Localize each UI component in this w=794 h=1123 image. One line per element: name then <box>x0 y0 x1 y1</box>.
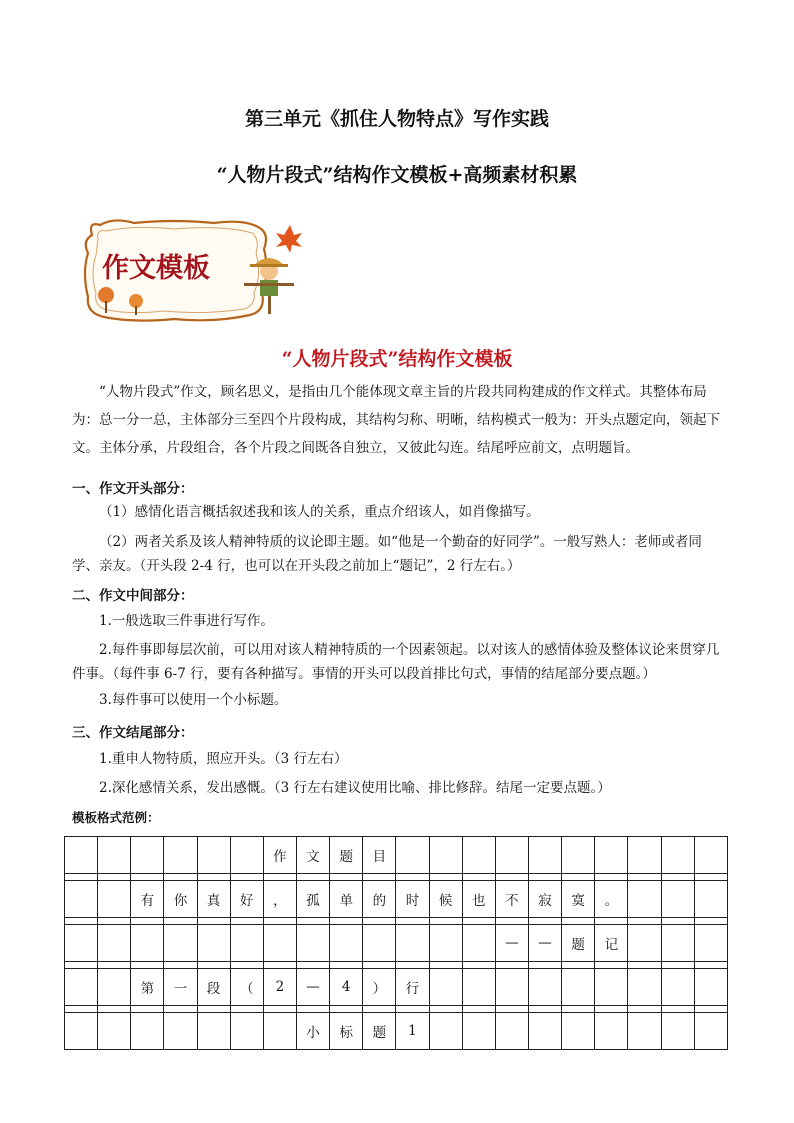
grid-cell <box>65 969 98 1006</box>
grid-spacer-cell <box>595 874 628 881</box>
grid-cell: 孤 <box>296 881 329 918</box>
grid-cell: ） <box>363 969 396 1006</box>
grid-spacer-cell <box>98 874 131 881</box>
grid-cell <box>131 925 164 962</box>
grid-spacer-cell <box>98 918 131 925</box>
grid-cell <box>694 881 727 918</box>
grid-spacer-cell <box>197 1006 230 1013</box>
grid-cell: 也 <box>462 881 495 918</box>
grid-cell <box>230 837 263 874</box>
grid-cell: 1 <box>396 1013 429 1050</box>
grid-spacer-cell <box>562 874 595 881</box>
grid-cell: 时 <box>396 881 429 918</box>
grid-cell: — <box>528 925 561 962</box>
grid-cell <box>263 1013 296 1050</box>
grid-cell: 标 <box>330 1013 363 1050</box>
grid-cell <box>197 925 230 962</box>
grid-cell <box>462 1013 495 1050</box>
banner-text: 作文模板 <box>102 253 210 284</box>
grid-cell: 题 <box>562 925 595 962</box>
grid-spacer-cell <box>528 962 561 969</box>
grid-spacer-cell <box>263 1006 296 1013</box>
grid-cell: 一 <box>164 969 197 1006</box>
section-title: “人物片段式”结构作文模板 <box>281 348 513 370</box>
banner-decoration <box>74 213 304 328</box>
grid-row <box>65 925 728 962</box>
grid-cell: 有 <box>131 881 164 918</box>
grid-spacer-cell <box>694 962 727 969</box>
grid-spacer-cell <box>263 962 296 969</box>
grid-spacer-cell <box>263 918 296 925</box>
grid-cell <box>98 837 131 874</box>
grid-cell <box>164 1013 197 1050</box>
grid-cell <box>98 1013 131 1050</box>
grid-cell <box>131 1013 164 1050</box>
grid-cell <box>562 969 595 1006</box>
part-heading-ending: 三、作文结尾部分： <box>72 725 194 741</box>
grid-spacer-cell <box>661 962 694 969</box>
grid-cell <box>330 925 363 962</box>
opening-item-1: （1）感情化语言概括叙述我和该人的关系，重点介绍该人，如肖像描写。 <box>99 504 540 520</box>
grid-cell <box>98 969 131 1006</box>
grid-spacer-cell <box>330 874 363 881</box>
grid-spacer-cell <box>164 962 197 969</box>
grid-cell: 单 <box>330 881 363 918</box>
grid-spacer-cell <box>363 918 396 925</box>
grid-spacer-cell <box>296 1006 329 1013</box>
grid-cell <box>694 837 727 874</box>
grid-cell <box>396 925 429 962</box>
grid-cell <box>661 969 694 1006</box>
grid-spacer-cell <box>429 874 462 881</box>
grid-spacer-cell <box>197 874 230 881</box>
grid-cell: 行 <box>396 969 429 1006</box>
ending-item-1: 1.重申人物特质，照应开头。（3 行左右） <box>99 751 348 767</box>
grid-spacer-cell <box>562 918 595 925</box>
grid-cell <box>65 881 98 918</box>
grid-cell <box>528 837 561 874</box>
grid-spacer-cell <box>164 1006 197 1013</box>
grid-cell: 好 <box>230 881 263 918</box>
grid-spacer-cell <box>230 962 263 969</box>
grid-spacer-cell <box>296 918 329 925</box>
grid-spacer-cell <box>65 962 98 969</box>
grid-spacer-cell <box>661 874 694 881</box>
grid-row <box>65 881 728 918</box>
grid-spacer-cell <box>462 962 495 969</box>
grid-cell: 文 <box>296 837 329 874</box>
grid-spacer-cell <box>363 874 396 881</box>
grid-spacer-row <box>65 918 728 925</box>
grid-cell <box>661 1013 694 1050</box>
grid-cell <box>98 925 131 962</box>
grid-spacer-cell <box>628 874 661 881</box>
middle-item-1: 1.一般选取三件事进行写作。 <box>99 613 274 629</box>
ending-item-2: 2.深化感情关系，发出感慨。（3 行左右建议使用比喻、排比修辞。结尾一定要点题。） <box>99 780 611 796</box>
grid-spacer-cell <box>595 962 628 969</box>
grid-cell <box>628 881 661 918</box>
grid-cell <box>628 925 661 962</box>
part-heading-middle: 二、作文中间部分： <box>72 588 194 604</box>
grid-spacer-cell <box>296 874 329 881</box>
grid-cell <box>164 925 197 962</box>
grid-cell <box>363 925 396 962</box>
grid-spacer-cell <box>230 918 263 925</box>
grid-cell <box>429 925 462 962</box>
grid-cell: 寞 <box>562 881 595 918</box>
grid-spacer-cell <box>396 874 429 881</box>
grid-spacer-cell <box>495 918 528 925</box>
template-example-label: 模板格式范例： <box>72 810 160 825</box>
grid-spacer-row <box>65 1006 728 1013</box>
part-heading-opening: 一、作文开头部分： <box>72 481 194 497</box>
grid-spacer-cell <box>694 1006 727 1013</box>
grid-cell: 第 <box>131 969 164 1006</box>
grid-spacer-cell <box>462 1006 495 1013</box>
grid-cell: 目 <box>363 837 396 874</box>
composition-grid <box>64 836 728 1050</box>
grid-spacer-cell <box>230 1006 263 1013</box>
grid-spacer-cell <box>363 1006 396 1013</box>
grid-row <box>65 1013 728 1050</box>
grid-cell: 小 <box>296 1013 329 1050</box>
grid-cell <box>462 837 495 874</box>
grid-spacer-cell <box>528 1006 561 1013</box>
grid-spacer-cell <box>330 1006 363 1013</box>
grid-spacer-cell <box>363 962 396 969</box>
grid-cell: 真 <box>197 881 230 918</box>
grid-cell <box>495 969 528 1006</box>
grid-spacer-cell <box>330 918 363 925</box>
grid-cell <box>230 925 263 962</box>
grid-cell <box>628 969 661 1006</box>
grid-spacer-cell <box>396 918 429 925</box>
grid-row <box>65 837 728 874</box>
grid-spacer-cell <box>528 874 561 881</box>
grid-spacer-cell <box>495 1006 528 1013</box>
grid-cell <box>429 837 462 874</box>
grid-spacer-cell <box>694 874 727 881</box>
grid-cell <box>661 925 694 962</box>
grid-cell <box>462 969 495 1006</box>
grid-spacer-cell <box>263 874 296 881</box>
grid-spacer-cell <box>98 1006 131 1013</box>
grid-cell: 。 <box>595 881 628 918</box>
grid-spacer-cell <box>595 1006 628 1013</box>
grid-cell <box>628 1013 661 1050</box>
grid-cell <box>661 881 694 918</box>
grid-cell <box>694 1013 727 1050</box>
grid-cell <box>595 969 628 1006</box>
grid-spacer-cell <box>429 918 462 925</box>
grid-cell <box>595 1013 628 1050</box>
grid-cell <box>197 837 230 874</box>
grid-spacer-cell <box>661 918 694 925</box>
grid-cell <box>495 837 528 874</box>
grid-spacer-cell <box>429 962 462 969</box>
grid-cell: 段 <box>197 969 230 1006</box>
grid-spacer-cell <box>296 962 329 969</box>
grid-spacer-cell <box>661 1006 694 1013</box>
grid-cell <box>528 1013 561 1050</box>
grid-spacer-cell <box>197 918 230 925</box>
grid-spacer-row <box>65 962 728 969</box>
grid-cell: ， <box>263 881 296 918</box>
grid-spacer-cell <box>562 962 595 969</box>
document-subtitle: “人物片段式”结构作文模板+高频素材积累 <box>216 164 578 186</box>
grid-cell: 寂 <box>528 881 561 918</box>
grid-spacer-cell <box>628 1006 661 1013</box>
grid-cell <box>595 837 628 874</box>
grid-cell <box>65 925 98 962</box>
intro-paragraph: “人物片段式”作文，顾名思义，是指由几个能体现文章主旨的片段共同构建成的作文样式。其整体布局为：总一分一总，主体部分三至四个片段构成，其结构匀称、明晰，结构模式一般为：开头点题定向，领起下文。主体分承，片段组合，各个片段之间既各自独立，又彼此勾连。结尾呼应前文，点明题旨。 <box>72 384 720 456</box>
grid-cell <box>495 1013 528 1050</box>
grid-cell: 2 <box>263 969 296 1006</box>
grid-spacer-cell <box>528 918 561 925</box>
grid-cell: — <box>495 925 528 962</box>
grid-cell: 题 <box>330 837 363 874</box>
grid-cell <box>263 925 296 962</box>
grid-spacer-cell <box>65 918 98 925</box>
grid-spacer-cell <box>330 962 363 969</box>
grid-cell <box>396 837 429 874</box>
grid-cell <box>661 837 694 874</box>
grid-cell <box>694 969 727 1006</box>
grid-cell <box>131 837 164 874</box>
grid-cell <box>562 837 595 874</box>
grid-cell: 你 <box>164 881 197 918</box>
grid-cell <box>197 1013 230 1050</box>
grid-cell: 4 <box>330 969 363 1006</box>
grid-cell <box>65 1013 98 1050</box>
grid-cell <box>98 881 131 918</box>
grid-spacer-cell <box>396 1006 429 1013</box>
grid-row <box>65 969 728 1006</box>
grid-spacer-cell <box>562 1006 595 1013</box>
grid-spacer-cell <box>164 874 197 881</box>
grid-spacer-cell <box>628 962 661 969</box>
grid-spacer-cell <box>595 918 628 925</box>
grid-cell <box>462 925 495 962</box>
grid-spacer-cell <box>164 918 197 925</box>
grid-cell <box>230 1013 263 1050</box>
grid-cell <box>429 1013 462 1050</box>
opening-item-2: （2）两者关系及该人精神特质的议论即主题。如“他是一个勤奋的好同学”。一般写熟人：老师或者同学、亲友。（开头段 2-4 行，也可以在开头段之前加上“题记”，2 行左右。） <box>72 534 702 574</box>
grid-spacer-cell <box>65 874 98 881</box>
grid-cell: 候 <box>429 881 462 918</box>
grid-cell <box>164 837 197 874</box>
grid-spacer-cell <box>98 962 131 969</box>
grid-cell <box>694 925 727 962</box>
grid-spacer-cell <box>65 1006 98 1013</box>
grid-cell <box>562 1013 595 1050</box>
grid-spacer-cell <box>131 874 164 881</box>
grid-spacer-cell <box>197 962 230 969</box>
grid-cell <box>429 969 462 1006</box>
grid-spacer-cell <box>429 1006 462 1013</box>
grid-spacer-cell <box>694 918 727 925</box>
grid-spacer-cell <box>495 874 528 881</box>
grid-cell <box>628 837 661 874</box>
grid-spacer-cell <box>462 918 495 925</box>
grid-spacer-cell <box>230 874 263 881</box>
grid-cell: 记 <box>595 925 628 962</box>
middle-item-2: 2.每件事即每层次前，可以用对该人精神特质的一个因素领起。以对该人的感情体验及整体议论来贯穿几件事。（每件事 6-7 行，要有各种描写。事情的开头可以段首排比句式，事情的结尾部分要点题。） <box>72 642 720 682</box>
grid-spacer-cell <box>131 918 164 925</box>
grid-cell <box>528 969 561 1006</box>
grid-cell: 不 <box>495 881 528 918</box>
document-title: 第三单元《抓住人物特点》写作实践 <box>244 108 549 130</box>
grid-spacer-cell <box>131 1006 164 1013</box>
grid-spacer-cell <box>131 962 164 969</box>
grid-cell: — <box>296 969 329 1006</box>
middle-item-3: 3.每件事可以使用一个小标题。 <box>99 692 288 708</box>
grid-cell: 题 <box>363 1013 396 1050</box>
grid-spacer-cell <box>495 962 528 969</box>
grid-cell <box>65 837 98 874</box>
grid-cell: 作 <box>263 837 296 874</box>
grid-cell: （ <box>230 969 263 1006</box>
grid-spacer-cell <box>628 918 661 925</box>
grid-cell: 的 <box>363 881 396 918</box>
grid-spacer-cell <box>396 962 429 969</box>
grid-spacer-row <box>65 874 728 881</box>
grid-cell <box>296 925 329 962</box>
grid-spacer-cell <box>462 874 495 881</box>
